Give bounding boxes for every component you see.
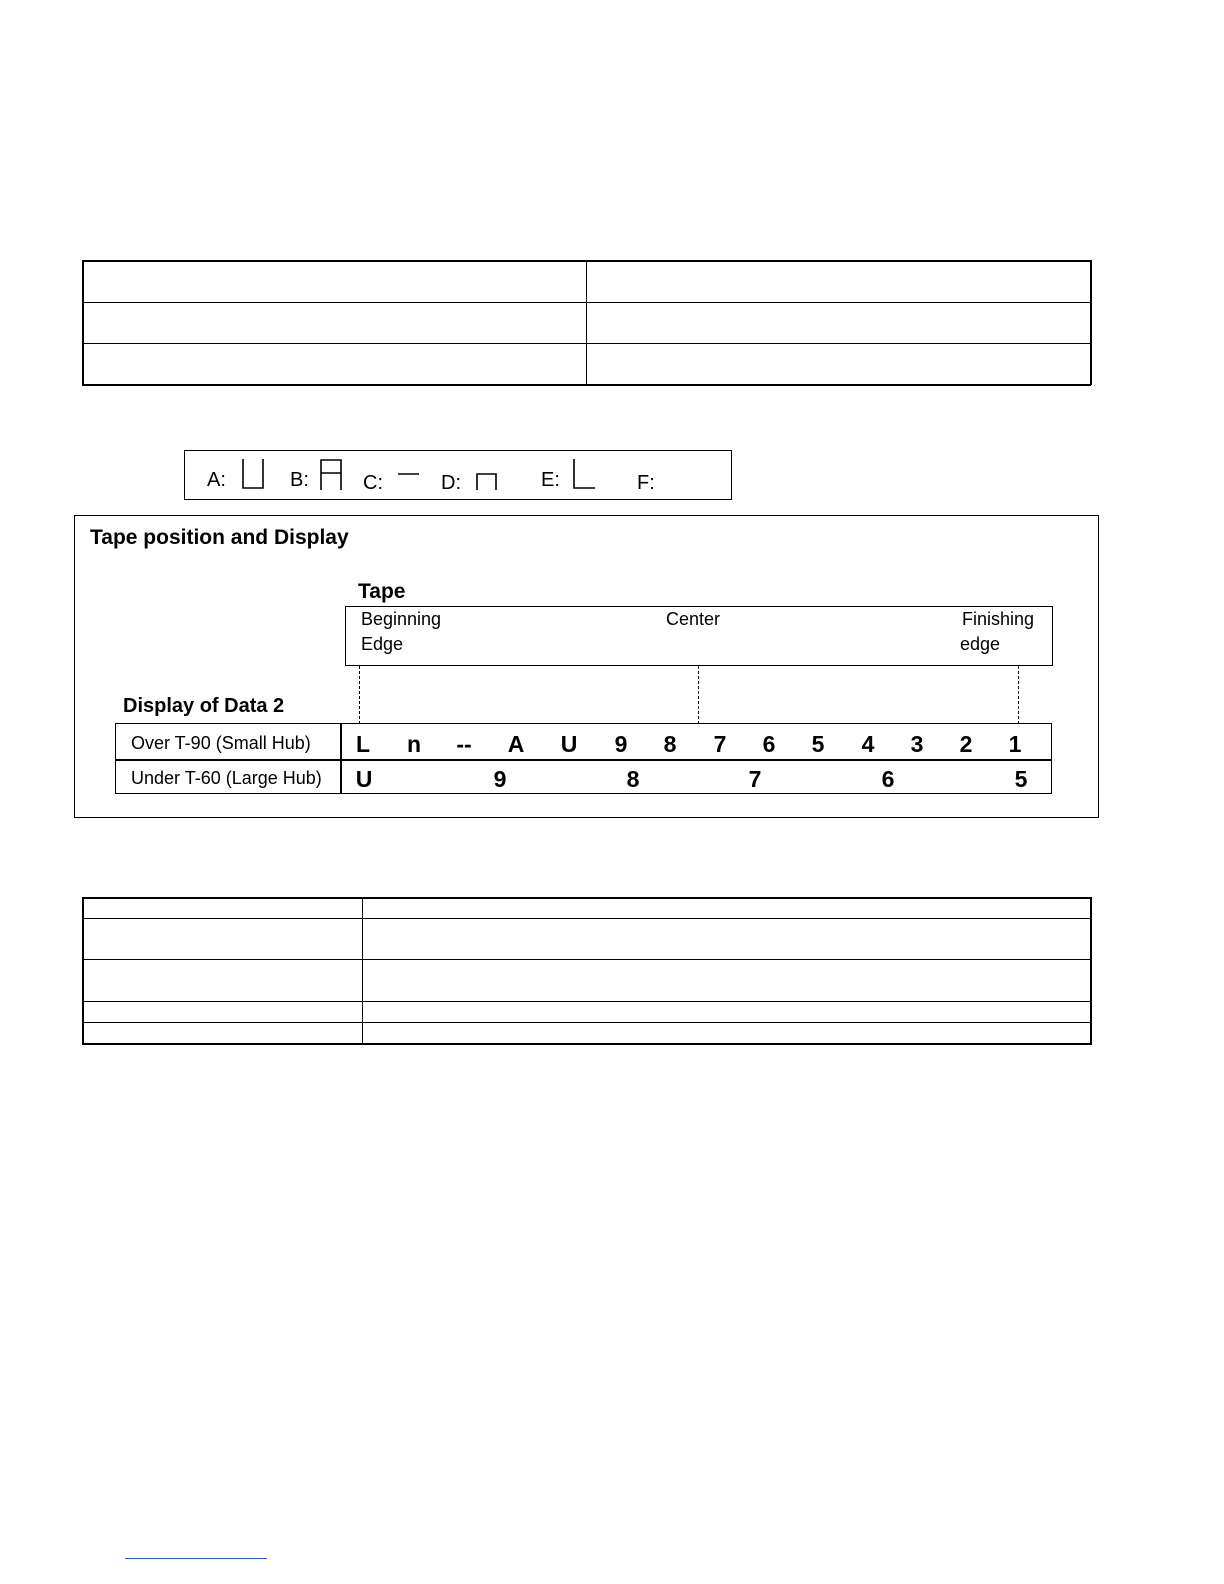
display-glyph: L (355, 731, 371, 757)
legend-label-d: D: (441, 472, 461, 494)
grid-column-divider (340, 723, 342, 794)
center-marker-line (698, 666, 699, 724)
display-glyph: 6 (762, 731, 776, 757)
grid-row-divider (115, 759, 1052, 761)
finishing-marker-line (1018, 666, 1019, 724)
display-glyph: 6 (881, 766, 895, 792)
display-glyph: U (355, 766, 373, 792)
data-heading: Display of Data 2 (123, 695, 285, 717)
tape-label-beginning-edge: Edge (361, 634, 404, 654)
segment-n-open-icon (320, 459, 342, 491)
footer-link-underline[interactable] (125, 1558, 267, 1559)
display-glyph: 3 (910, 731, 924, 757)
diagram-title: Tape position and Display (90, 526, 349, 549)
display-glyph: 2 (959, 731, 973, 757)
display-glyph: 4 (861, 731, 875, 757)
display-glyph: 8 (626, 766, 640, 792)
legend-label-e: E: (541, 469, 560, 491)
row-label-small-hub: Over T-90 (Small Hub) (131, 733, 311, 753)
tape-label-center: Center (666, 609, 721, 629)
segment-u-icon (242, 458, 264, 490)
display-glyph: -- (456, 731, 472, 757)
legend-label-b: B: (290, 469, 309, 491)
display-glyph: U (560, 731, 578, 757)
row-label-large-hub: Under T-60 (Large Hub) (131, 768, 322, 788)
display-glyph: 7 (748, 766, 762, 792)
display-glyph: 8 (663, 731, 677, 757)
segment-l-icon (573, 458, 597, 490)
display-glyph: A (507, 731, 525, 757)
tape-label-finishing: Finishing (962, 609, 1035, 629)
display-glyph: n (406, 731, 422, 757)
segment-dash-icon (397, 472, 421, 476)
display-glyph: 7 (713, 731, 727, 757)
legend-label-f: F: (637, 472, 655, 494)
tape-label-finishing-edge: edge (960, 634, 1001, 654)
display-glyph: 1 (1008, 731, 1022, 757)
display-glyph: 9 (493, 766, 507, 792)
tape-label-beginning: Beginning (361, 609, 442, 629)
beginning-marker-line (359, 666, 360, 724)
segment-small-n-icon (476, 473, 498, 491)
legend-label-a: A: (207, 469, 226, 491)
legend-label-c: C: (363, 472, 383, 494)
display-glyph: 5 (811, 731, 825, 757)
display-glyph: 9 (614, 731, 628, 757)
tape-heading: Tape (358, 580, 406, 603)
display-glyph: 5 (1014, 766, 1028, 792)
